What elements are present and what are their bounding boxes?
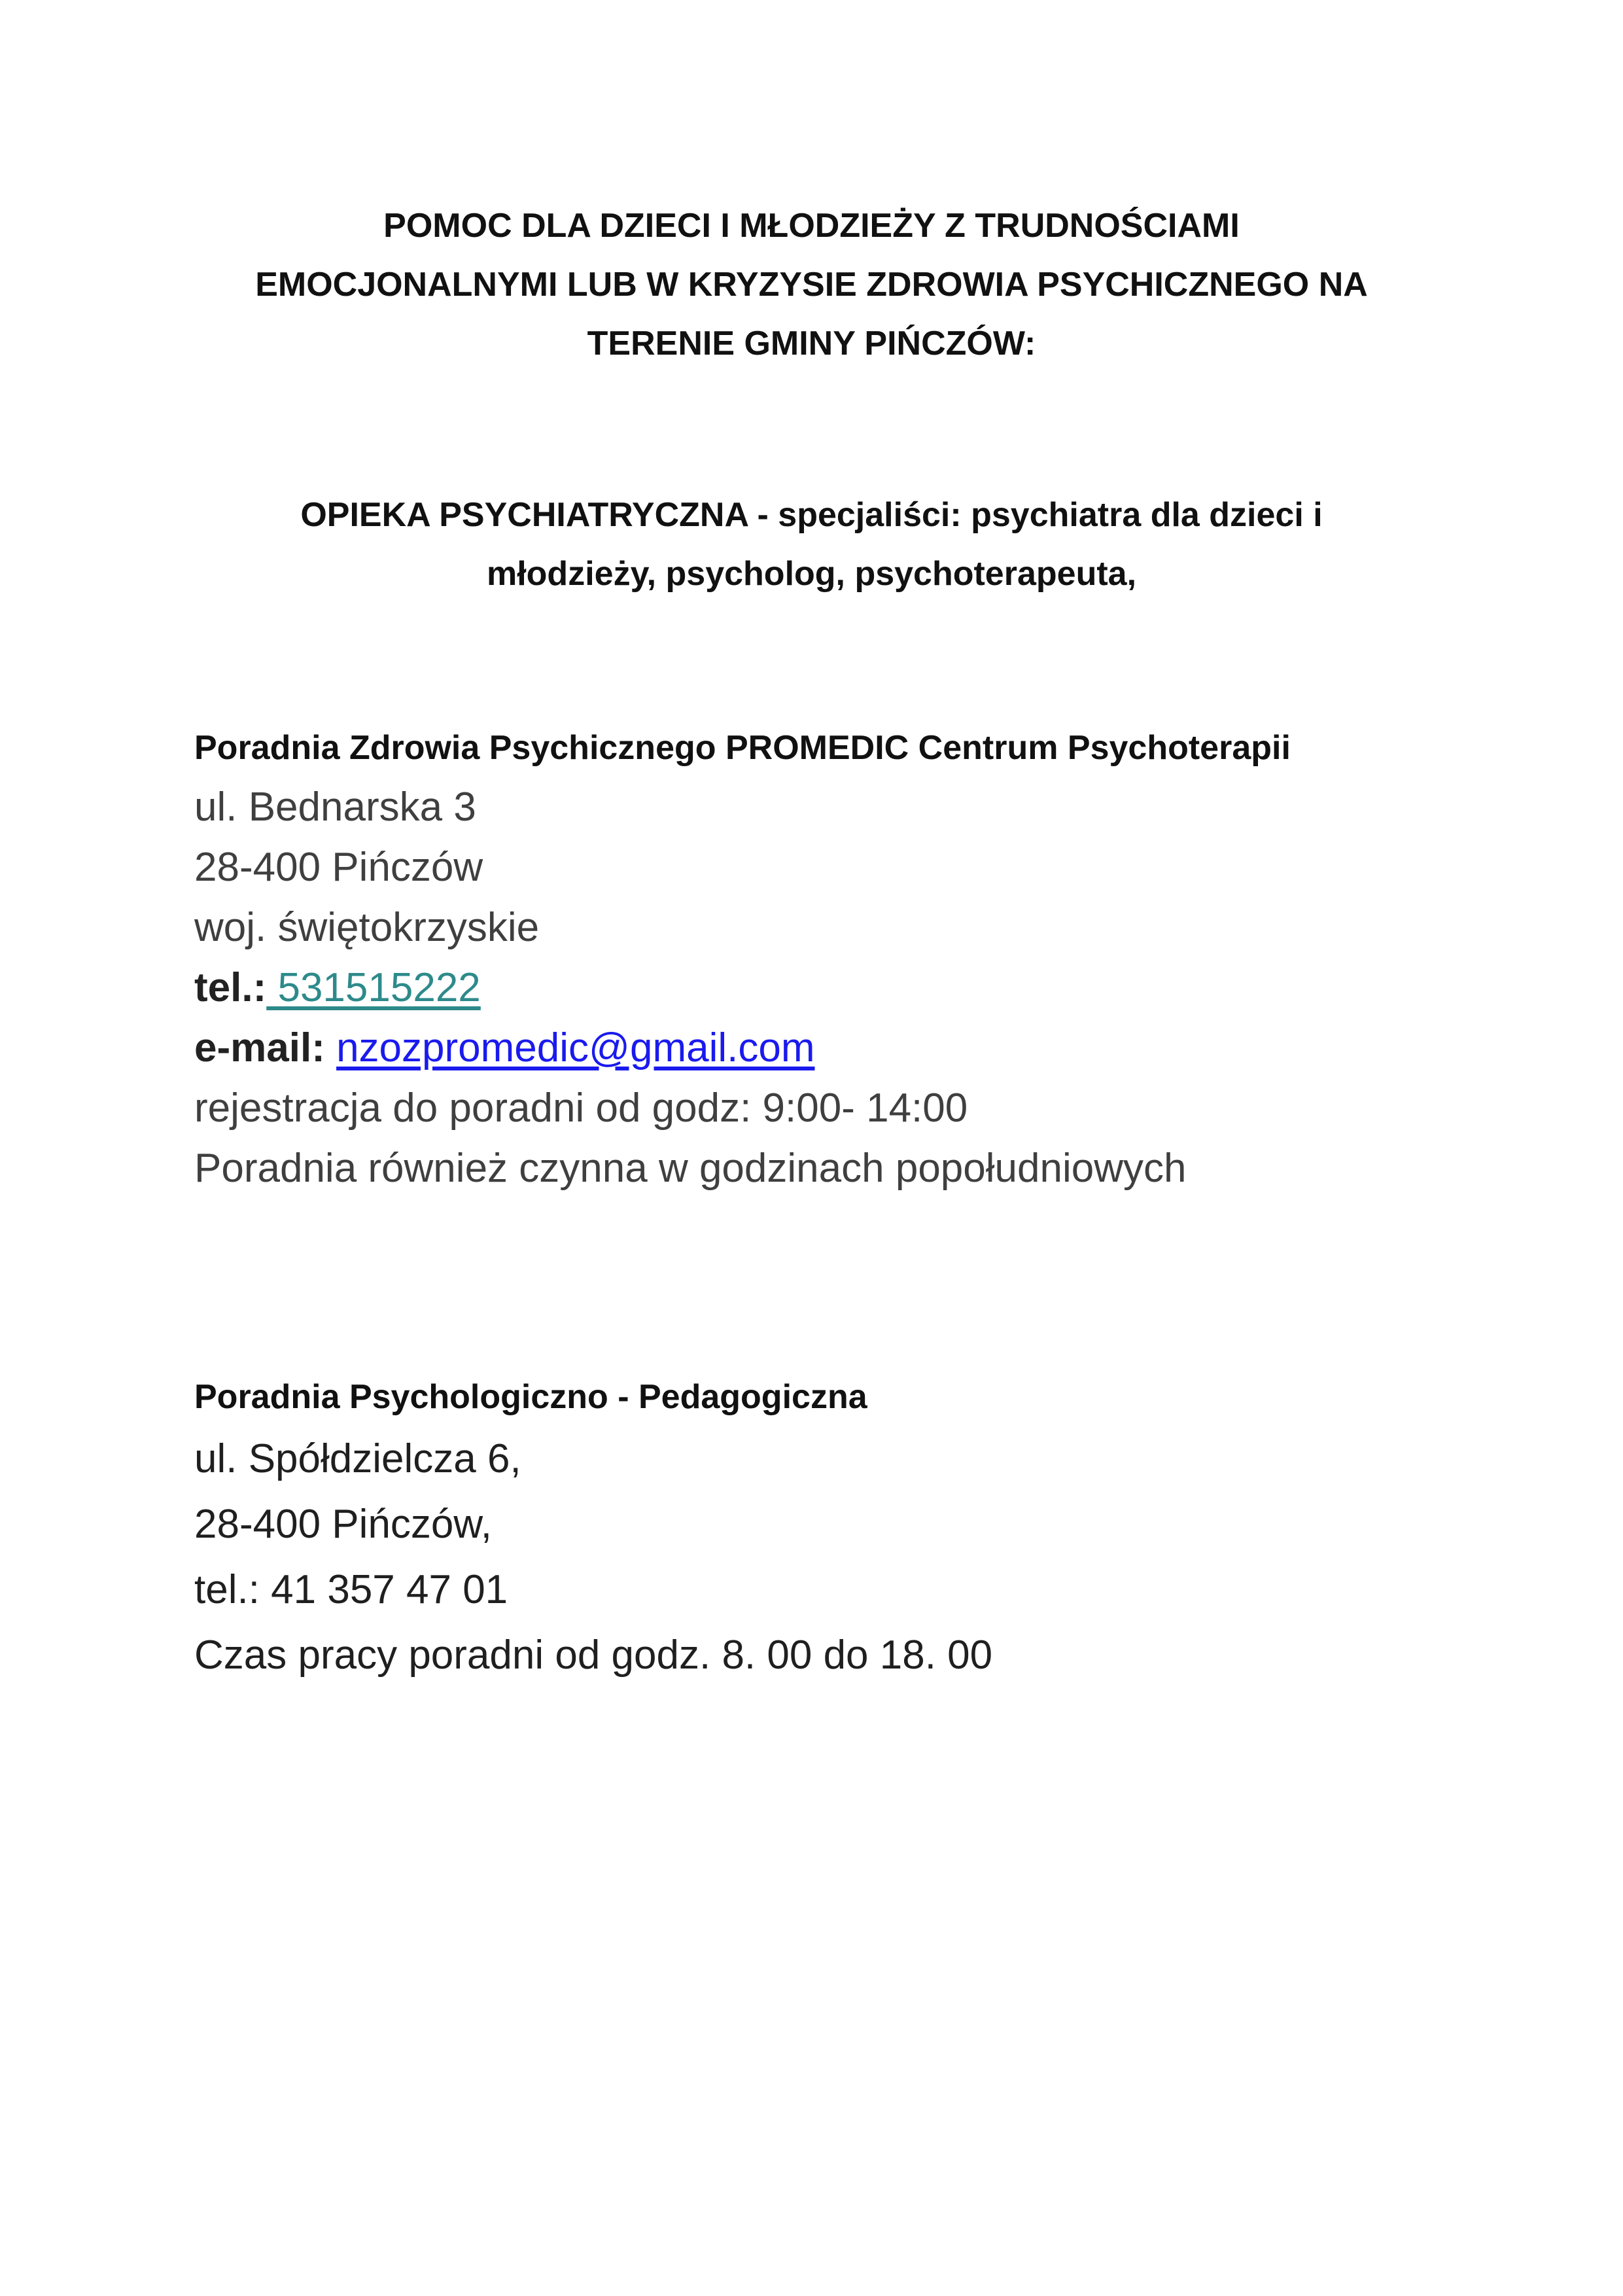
clinic-registration-hours: rejestracja do poradni od godz: 9:00- 14:00: [194, 1086, 968, 1131]
title-line-2: EMOCJONALNYMI LUB W KRYZYSIE ZDROWIA PSYCHICZNEGO NA: [255, 266, 1368, 304]
phone-link[interactable]: 531515222: [266, 965, 481, 1010]
clinic-psych-pedagogical: [194, 1368, 1503, 1688]
clinic-email-row: [194, 1018, 1503, 1078]
clinic-hours: Czas pracy poradni od godz. 8. 00 do 18. 00: [194, 1633, 993, 1678]
section-heading: [196, 486, 1427, 603]
title-line-1: POMOC DLA DZIECI I MŁODZIEŻY Z TRUDNOŚCIAMI: [383, 207, 1240, 245]
clinic-city: 28-400 Pińczów: [194, 845, 483, 890]
title-line-3: TERENIE GMINY PIŃCZÓW:: [587, 325, 1036, 362]
section-line-1: OPIEKA PSYCHIATRYCZNA - specjaliści: psychiatra dla dzieci i: [300, 496, 1323, 534]
page-title: [196, 196, 1427, 373]
email-label: e-mail:: [194, 1025, 325, 1070]
clinic-promedic: [194, 718, 1503, 1199]
clinic-name: Poradnia Zdrowia Psychicznego PROMEDIC Centrum Psychoterapii: [194, 729, 1291, 767]
clinic-city: 28-400 Pińczów,: [194, 1502, 492, 1547]
clinic-name: Poradnia Psychologiczno - Pedagogiczna: [194, 1378, 867, 1416]
clinic-phone-row: [194, 958, 1503, 1018]
phone-label: tel.:: [194, 965, 267, 1010]
clinic-street: ul. Bednarska 3: [194, 785, 476, 830]
clinic-region: woj. świętokrzyskie: [194, 905, 540, 950]
email-link[interactable]: nzozpromedic@gmail.com: [336, 1025, 815, 1070]
clinic-phone: tel.: 41 357 47 01: [194, 1567, 508, 1612]
section-line-2: młodzieży, psycholog, psychoterapeuta,: [486, 555, 1137, 593]
clinic-afternoon-note: Poradnia również czynna w godzinach popołudniowych: [194, 1146, 1187, 1191]
clinic-street: ul. Spółdzielcza 6,: [194, 1436, 521, 1481]
